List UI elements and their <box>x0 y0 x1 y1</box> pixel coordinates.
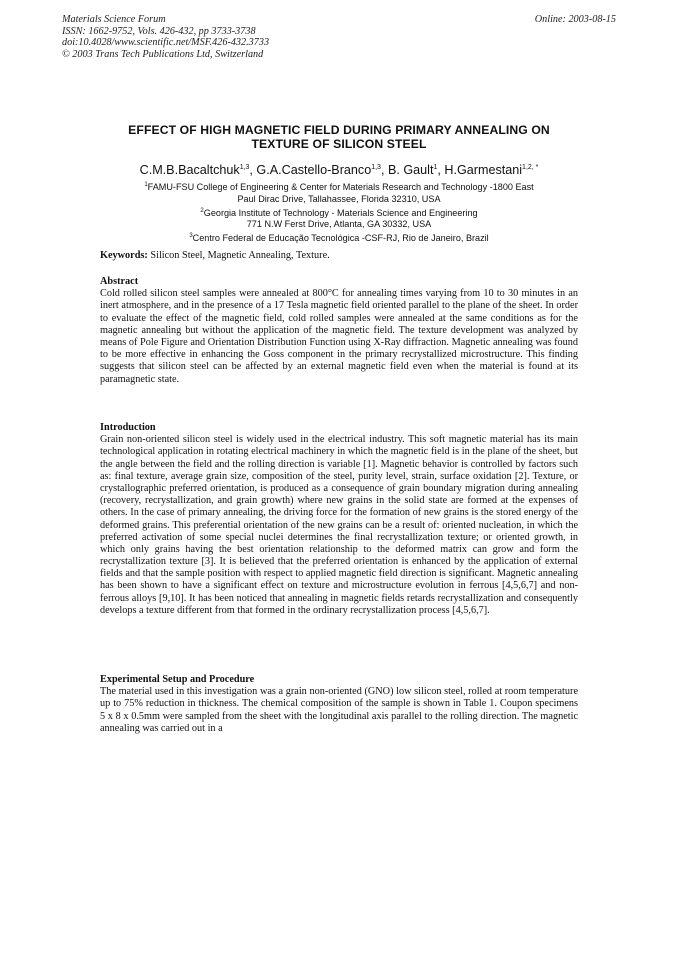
affiliation-1-address: Paul Dirac Drive, Tallahassee, Florida 32310, USA <box>237 193 441 204</box>
abstract-heading: Abstract <box>100 276 139 287</box>
author-4: H.Garmestani <box>444 163 523 177</box>
abstract-section <box>100 276 578 386</box>
author-4-affil: 1,2, * <box>522 163 539 171</box>
author-2: G.A.Castello-Branco <box>256 163 372 177</box>
author-3: B. Gault <box>387 163 434 177</box>
affiliation-3 <box>96 231 582 245</box>
author-1-affil: 1,3 <box>239 163 250 171</box>
affiliation-3-sup: 3 <box>189 233 193 240</box>
affiliation-2 <box>96 206 582 220</box>
affiliation-1-line-1: FAMU-FSU College of Engineering & Center for Materials Research and Technology -1800 East <box>147 182 534 193</box>
paper-title <box>100 123 578 151</box>
keywords-text: Silicon Steel, Magnetic Annealing, Texture. <box>147 250 330 261</box>
journal-header <box>62 14 269 60</box>
affiliation-2-sup: 2 <box>200 207 204 214</box>
copyright-line: © 2003 Trans Tech Publications Ltd, Switzerland <box>62 48 264 60</box>
affiliation-2-address: 771 N.W Ferst Drive, Atlanta, GA 30332, USA <box>246 219 432 230</box>
title-line-2: TEXTURE OF SILICON STEEL <box>251 137 427 151</box>
affiliations <box>96 180 582 245</box>
affiliation-2-line-1: Georgia Institute of Technology - Materials Science and Engineering <box>203 207 478 218</box>
affiliation-1-sup: 1 <box>144 182 148 188</box>
experimental-section <box>100 674 578 735</box>
author-1: C.M.B.Bacaltchuk <box>139 163 240 177</box>
experimental-heading: Experimental Setup and Procedure <box>100 674 255 685</box>
keywords-section <box>100 250 578 262</box>
affiliation-3-line-1: Centro Federal de Educação Tecnológica -CSF-RJ, Rio de Janeiro, Brazil <box>192 233 489 244</box>
keywords-label: Keywords: <box>100 250 148 261</box>
online-date: Online: 2003-08-15 <box>534 14 616 25</box>
introduction-heading: Introduction <box>100 422 156 433</box>
author-2-affil: 1,3 <box>371 163 381 171</box>
abstract-text: Cold rolled silicon steel samples were annealed at 800°C for annealing times varying from 10 to 30 minutes in an inert atmosphere, and in the presence of a 17 Tesla magnetic field oriented parallel to the plane of the sheet. In order to evaluate the effect of the magnetic field, cold rolled samples were annealed at the same conditions as for the magnetic annealing but without the application of the magnetic field. The texture development was analyzed by means of Pole Figure and Orientation Distribution Function using X-Ray diffraction. Magnetic annealing was found to be more effective in enhancing the Goss component in the primary recrystallized microstructure. This finding suggests that silicon steel can be affected by an external magnetic field even when the material is found at its paramagnetic state. <box>100 288 578 385</box>
author-list: C.M.B.Bacaltchuk$^{1,3}$, G.A.Castello-Branco$^{1,3}$, B. Gault$^1$, H.Garmestani$^{1,2, *}$ <box>139 163 539 177</box>
introduction-section <box>100 422 578 617</box>
author-3-affil: 1 <box>433 163 438 171</box>
introduction-text: Grain non-oriented silicon steel is widely used in the electrical industry. This soft magnetic material has its main technological application in rotating electrical machinery in which the magnetic field is in the plane of the sheet, but the angle between the field and the rolling direction is variable [1]. Magnetic behavior is controlled by factors such as: final texture, average grain size, composition of the steel, purity level, strain, surface oxidation [2]. Texture, or crystallographic preferred orientation, is produced as a consequence of grain boundary migration during annealing (recovery, recrystallization, and grain growth) where new grains in the solid state are formed at the expenses of others. In the case of primary annealing, the driving force for the formation of new grains is the stored energy of the deformed grains. This preferential orientation of the new grains can be a result of: oriented nucleation, in which the preferred activation of some special nuclei determines the final recrystallization texture; or oriented growth, in which only grains having the best orientation relationship to the deformed matrix can grow and form the recrystallization texture [3]. It is believed that the preferred orientation is enhanced by the application of external fields and that the sample position with respect to applied magnetic field direction is significant. Magnetic annealing has been shown to have a significant effect on texture and microstructure evolution in ferrous [4,5,6,7] and non-ferrous alloys [9,10]. It has been noticed that annealing in magnetic fields retards recrystallization and consequently develops a texture different from that formed in the ordinary recrystallization process [4,5,6,7]. <box>100 434 578 616</box>
affiliation-1 <box>96 180 582 194</box>
title-line-1: EFFECT OF HIGH MAGNETIC FIELD DURING PRIMARY ANNEALING ON <box>128 123 550 137</box>
experimental-text: The material used in this investigation was a grain non-oriented (GNO) low silicon steel, rolled at room temperature up to 75% reduction in thickness. The chemical composition of the sample is shown in Table 1. Coupon specimens 5 x 8 x 0.5mm were sampled from the sheet with the longitudinal axis parallel to the rolling direction. The magnetic annealing was carried out in a <box>100 686 578 734</box>
journal-name: Materials Science Forum <box>62 14 166 25</box>
issn-line: ISSN: 1662-9752, Vols. 426-432, pp 3733-3738 <box>62 25 256 37</box>
doi-link[interactable]: doi:10.4028/www.scientific.net/MSF.426-432.3733 <box>62 37 270 48</box>
